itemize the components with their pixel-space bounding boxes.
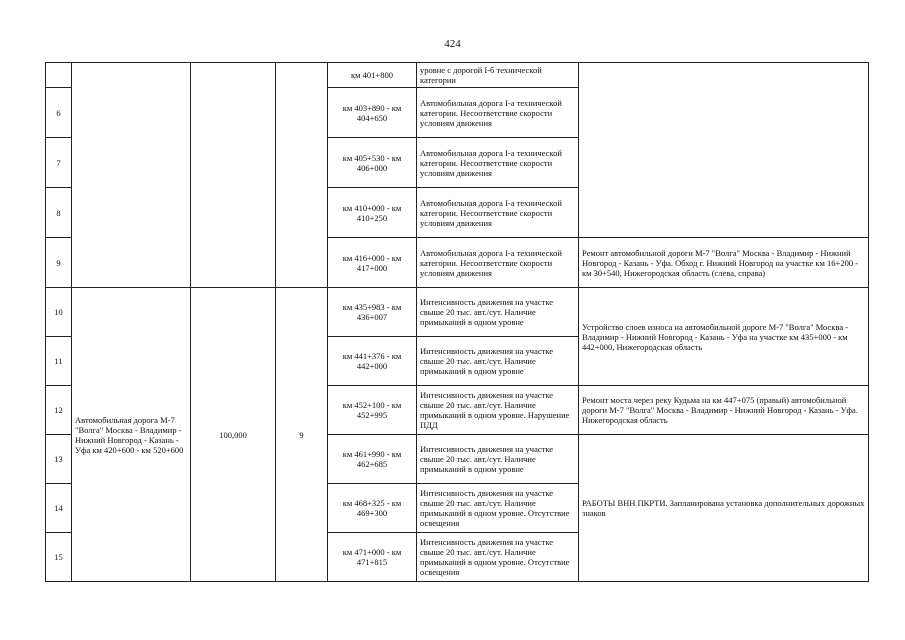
km-range: км 452+100 - км 452+995 xyxy=(328,386,417,435)
work-description: Ремонт моста через реку Кудьма на км 447+075 (правый) автомобильной дороги М-7 "Волга" Москва - Владимир - Нижний Новгород - Казань - Уфа. Нижегородская область xyxy=(579,386,869,435)
row-number: 13 xyxy=(46,435,72,484)
row-number: 14 xyxy=(46,484,72,533)
km-range: км 410+000 - км 410+250 xyxy=(328,188,417,238)
condition-cell: уровне с дорогой I-б технической категории xyxy=(417,63,579,88)
condition-cell: Интенсивность движения на участке свыше 20 тыс. авт./сут. Наличие примыканий в одном уровне xyxy=(417,288,579,337)
condition-cell: Автомобильная дорога I-а технической категории. Несоответствие скорости условиям движения xyxy=(417,188,579,238)
work-description: РАБОТЫ ВНН ПКРТИ. Запланирована установка дополнительных дорожных знаков xyxy=(579,435,869,582)
condition-cell: Интенсивность движения на участке свыше 20 тыс. авт./сут. Наличие примыканий в одном уровне. Отсутствие освещения xyxy=(417,484,579,533)
row-number: 9 xyxy=(46,238,72,288)
row-number: 6 xyxy=(46,88,72,138)
section-length: 100,000 xyxy=(191,288,276,582)
km-range: км 416+000 - км 417+000 xyxy=(328,238,417,288)
work-cell-empty xyxy=(579,63,869,238)
condition-cell: Интенсивность движения на участке свыше 20 тыс. авт./сут. Наличие примыканий в одном уровне. Отсутствие освещения xyxy=(417,533,579,582)
incident-table xyxy=(45,62,869,582)
row-number xyxy=(46,63,72,88)
condition-cell: Интенсивность движения на участке свыше 20 тыс. авт./сут. Наличие примыканий в одном уровне xyxy=(417,435,579,484)
km-range: км 435+983 - км 436+007 xyxy=(328,288,417,337)
km-range: км 441+376 - км 442+000 xyxy=(328,337,417,386)
table-row xyxy=(46,288,869,337)
page-number: 424 xyxy=(444,38,461,50)
row-number: 8 xyxy=(46,188,72,238)
table-row xyxy=(46,63,869,88)
work-description: Ремонт автомобильной дороги М-7 "Волга" Москва - Владимир - Нижний Новгород - Казань - Уфа. Обход г. Нижний Новгород на участке км 16+200 - км 30+540, Нижегородская область (слева, справа) xyxy=(579,238,869,288)
row-number: 12 xyxy=(46,386,72,435)
row-number: 7 xyxy=(46,138,72,188)
road-name: Автомобильная дорога М-7 "Волга" Москва - Владимир - Нижний Новгород - Казань - Уфа км 420+600 - км 520+600 xyxy=(72,288,191,582)
row-number: 11 xyxy=(46,337,72,386)
km-range: км 471+000 - км 471+815 xyxy=(328,533,417,582)
work-description: Устройство слоев износа на автомобильной дороге М-7 "Волга" Москва - Владимир - Нижний Новгород - Казань - Уфа на участке км 435+000 - км 442+000, Нижегородская область xyxy=(579,288,869,386)
row-number: 15 xyxy=(46,533,72,582)
condition-cell: Автомобильная дорога I-а технической категории. Несоответствие скорости условиям движения xyxy=(417,88,579,138)
km-range: км 405+530 - км 406+000 xyxy=(328,138,417,188)
km-range: км 401+800 xyxy=(328,63,417,88)
length-cell-empty xyxy=(191,63,276,288)
incident-count: 9 xyxy=(276,288,328,582)
condition-cell: Интенсивность движения на участке свыше 20 тыс. авт./сут. Наличие примыканий в одном уровне xyxy=(417,337,579,386)
condition-cell: Автомобильная дорога I-а технической категории. Несоответствие скорости условиям движения xyxy=(417,138,579,188)
km-range: км 403+890 - км 404+650 xyxy=(328,88,417,138)
condition-cell: Интенсивность движения на участке свыше 20 тыс. авт./сут. Наличие примыканий в одном уровне. Нарушение ПДД xyxy=(417,386,579,435)
road-cell-empty xyxy=(72,63,191,288)
km-range: км 468+325 - км 469+300 xyxy=(328,484,417,533)
km-range: км 461+990 - км 462+685 xyxy=(328,435,417,484)
row-number: 10 xyxy=(46,288,72,337)
count-cell-empty xyxy=(276,63,328,288)
condition-cell: Автомобильная дорога I-а технической категории. Несоответствие скорости условиям движения xyxy=(417,238,579,288)
